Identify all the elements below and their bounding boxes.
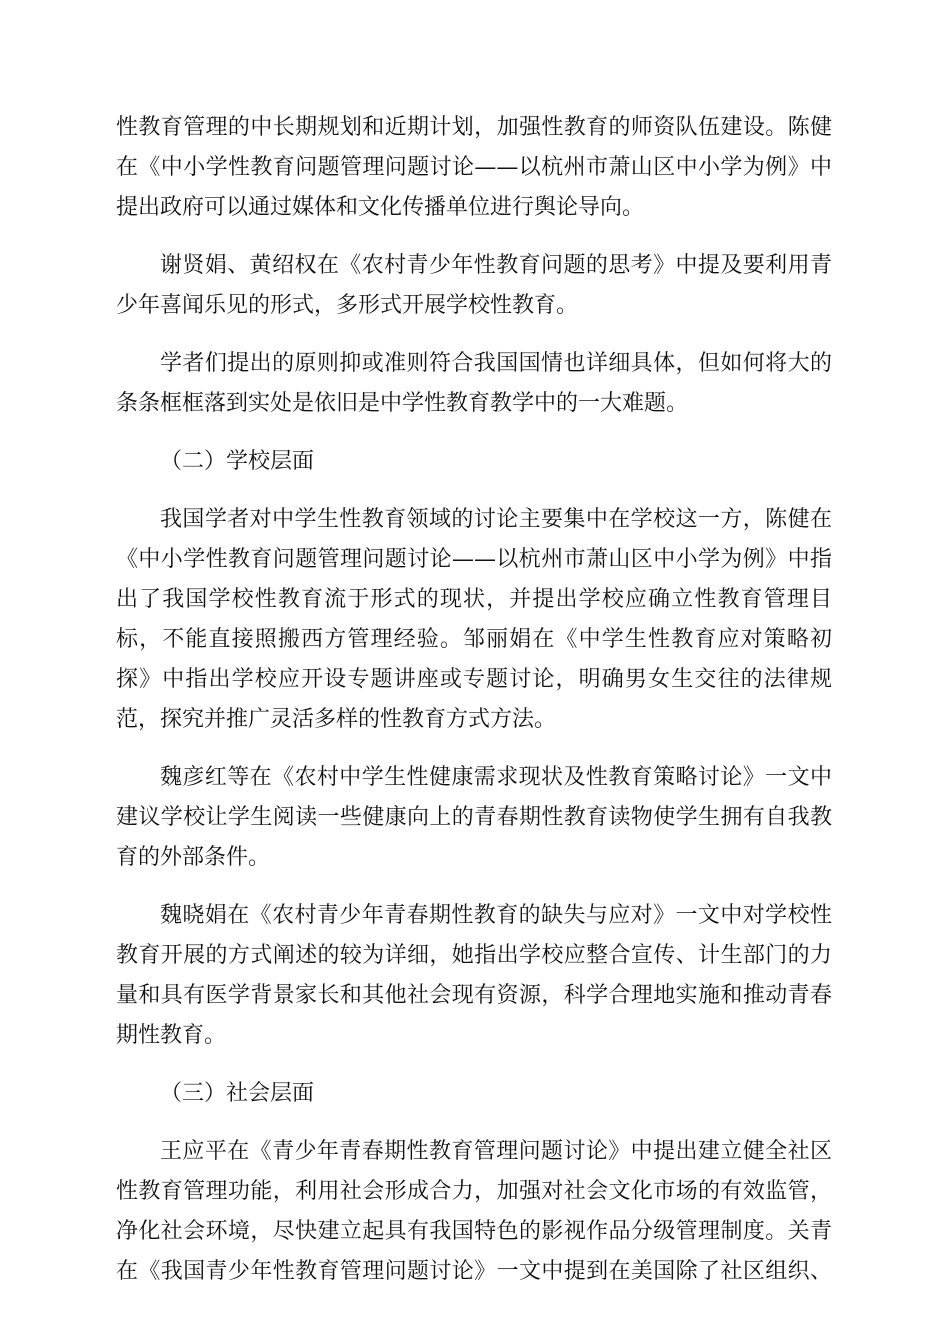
paragraph-4: [116, 500, 832, 740]
text-line: 探》中指出学校应开设专题讲座或专题讨论，明确男女生交往的法律规: [116, 667, 832, 692]
paragraph-1: [116, 108, 832, 228]
text-line: 教育开展的方式阐述的较为详细，她指出学校应整合宣传、计生部门的力: [116, 943, 832, 968]
text-line: 性教育管理功能，利用社会形成合力，加强对社会文化市场的有效监管，: [116, 1179, 832, 1204]
text-line: 魏晓娟在《农村青少年青春期性教育的缺失与应对》一文中对学校性: [160, 903, 832, 928]
text-line: 我国学者对中学生性教育领域的讨论主要集中在学校这一方，陈健在: [160, 507, 832, 532]
paragraph-5: [116, 758, 832, 878]
text-line: 在《中小学性教育问题管理问题讨论——以杭州市萧山区中小学为例》中: [116, 155, 832, 180]
paragraph-7: [116, 1132, 832, 1292]
document-body: [116, 108, 832, 1310]
text-line: 量和具有医学背景家长和其他社会现有资源，科学合理地实施和推动青春: [116, 983, 832, 1008]
text-line: 学者们提出的原则抑或准则符合我国国情也详细具体，但如何将大的: [160, 351, 832, 376]
text-line: 标，不能直接照搬西方管理经验。邹丽娟在《中学生性教育应对策略初: [116, 627, 832, 652]
text-line: 净化社会环境，尽快建立起具有我国特色的影视作品分级管理制度。关青: [116, 1219, 832, 1244]
text-line: 性教育管理的中长期规划和近期计划，加强性教育的师资队伍建设。陈健: [116, 115, 832, 140]
text-line: 出了我国学校性教育流于形式的现状，并提出学校应确立性教育管理目: [116, 587, 832, 612]
text-line: 谢贤娟、黄绍权在《农村青少年性教育问题的思考》中提及要利用青: [160, 253, 832, 278]
text-line: 《中小学性教育问题管理问题讨论——以杭州市萧山区中小学为例》中指: [116, 547, 832, 572]
text-line: 魏彦红等在《农村中学生性健康需求现状及性教育策略讨论》一文中: [160, 765, 832, 790]
section-heading-school: （二）学校层面: [160, 449, 315, 474]
text-line: 王应平在《青少年青春期性教育管理问题讨论》中提出建立健全社区: [160, 1139, 832, 1164]
text-line: 少年喜闻乐见的形式，多形式开展学校性教育。: [116, 293, 579, 318]
text-line: 育的外部条件。: [116, 845, 271, 870]
text-line: 在《我国青少年性教育管理问题讨论》一文中提到在美国除了社区组织、: [116, 1259, 832, 1284]
paragraph-6: [116, 896, 832, 1056]
text-line: 条条框框落到实处是依旧是中学性教育教学中的一大难题。: [116, 391, 689, 416]
text-line: 期性教育。: [116, 1023, 227, 1048]
paragraph-2: [116, 246, 832, 326]
text-line: 提出政府可以通过媒体和文化传播单位进行舆论导向。: [116, 195, 645, 220]
section-heading-society: （三）社会层面: [160, 1081, 315, 1106]
text-line: 范，探究并推广灵活多样的性教育方式方法。: [116, 707, 557, 732]
text-line: 建议学校让学生阅读一些健康向上的青春期性教育读物使学生拥有自我教: [116, 805, 832, 830]
paragraph-3: [116, 344, 832, 424]
